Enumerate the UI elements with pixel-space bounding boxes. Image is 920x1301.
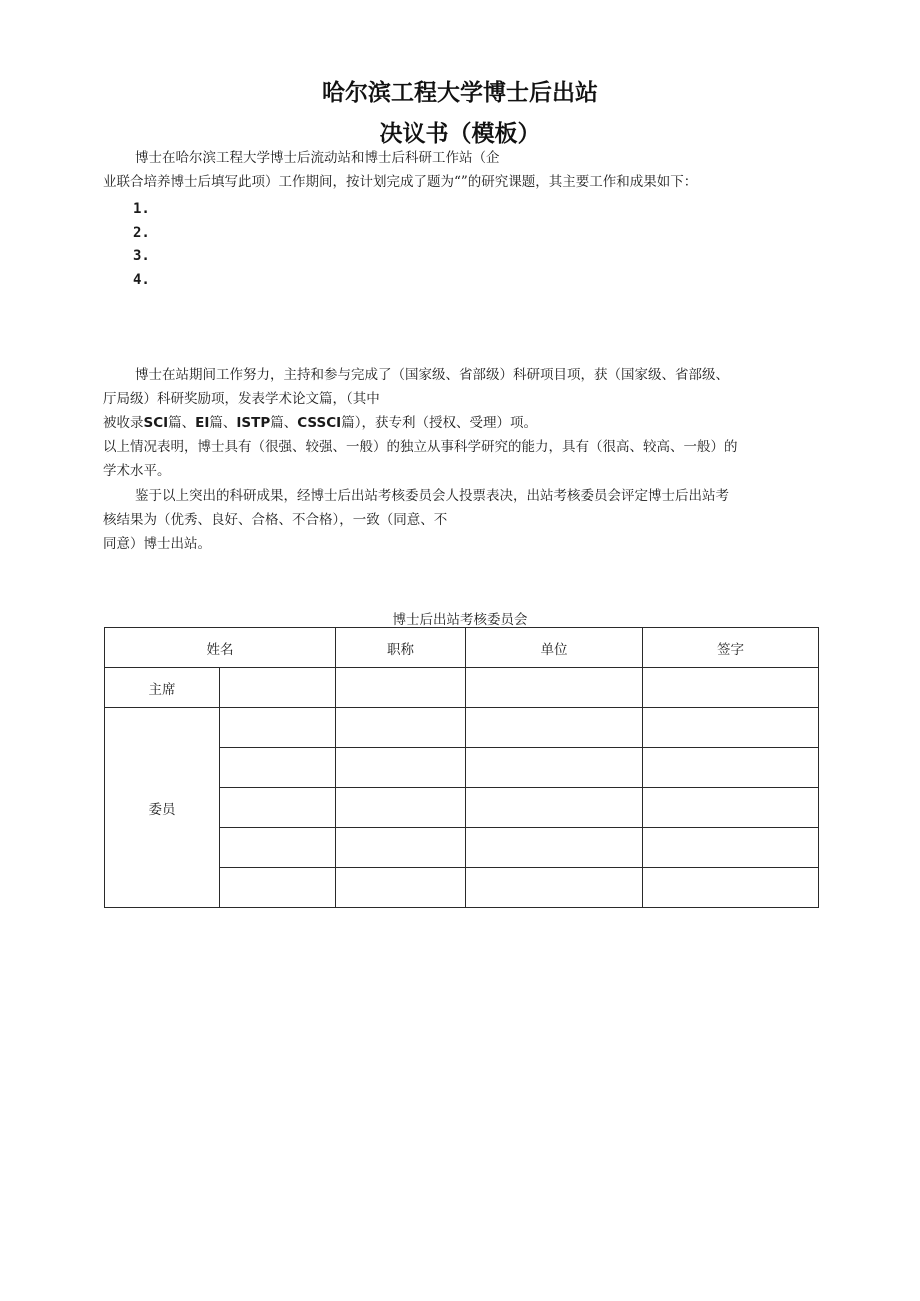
header-unit: 单位 <box>466 628 643 668</box>
istp-label: ISTP <box>236 415 271 431</box>
document-title-line1: 哈尔滨工程大学博士后出站 <box>322 80 598 106</box>
result-item-4: 4. <box>133 272 150 288</box>
sci-label: SCI <box>143 415 169 431</box>
member-title-cell[interactable] <box>336 868 466 908</box>
chair-signature-cell[interactable] <box>643 668 819 708</box>
member-name-cell[interactable] <box>220 868 336 908</box>
chair-label: 主席 <box>105 668 220 708</box>
member-name-cell[interactable] <box>220 828 336 868</box>
indexed-sep-2: 篇、 <box>209 415 237 431</box>
result-item-2: 2. <box>133 225 150 241</box>
committee-table <box>104 627 819 908</box>
header-signature: 签字 <box>643 628 819 668</box>
header-name: 姓名 <box>105 628 336 668</box>
member-unit-cell[interactable] <box>466 708 643 748</box>
achievement-line3 <box>103 411 828 435</box>
indexed-suffix: 篇），获专利（授权、受理）项。 <box>341 415 537 431</box>
table-row-member-1 <box>105 708 819 748</box>
ei-label: EI <box>195 415 210 431</box>
decision-line2: 核结果为（优秀、良好、合格、不合格），一致（同意、不 <box>103 512 448 528</box>
decision-line3: 同意）博士出站。 <box>103 536 211 552</box>
result-item-1: 1. <box>133 201 150 217</box>
chair-name-cell[interactable] <box>220 668 336 708</box>
member-unit-cell[interactable] <box>466 828 643 868</box>
header-title: 职称 <box>336 628 466 668</box>
member-signature-cell[interactable] <box>643 868 819 908</box>
table-row-chair <box>105 668 819 708</box>
intro-line1: 博士在哈尔滨工程大学博士后流动站和博士后科研工作站（企 <box>135 150 500 166</box>
member-name-cell[interactable] <box>220 748 336 788</box>
member-label: 委员 <box>105 708 220 908</box>
achievement-line2: 厅局级）科研奖励项，发表学术论文篇，（其中 <box>103 391 380 407</box>
cssci-label: CSSCI <box>297 415 342 431</box>
member-title-cell[interactable] <box>336 748 466 788</box>
member-signature-cell[interactable] <box>643 708 819 748</box>
member-unit-cell[interactable] <box>466 748 643 788</box>
indexed-prefix: 被收录 <box>103 415 144 431</box>
member-title-cell[interactable] <box>336 788 466 828</box>
member-unit-cell[interactable] <box>466 788 643 828</box>
result-item-3: 3. <box>133 248 150 264</box>
achievement-line1: 博士在站期间工作努力，主持和参与完成了（国家级、省部级）科研项目项，获（国家级、省部级、 <box>135 367 729 383</box>
document-title-line2: 决议书（模板） <box>379 121 541 147</box>
member-unit-cell[interactable] <box>466 868 643 908</box>
chair-title-cell[interactable] <box>336 668 466 708</box>
member-name-cell[interactable] <box>220 708 336 748</box>
member-signature-cell[interactable] <box>643 748 819 788</box>
committee-table-caption: 博士后出站考核委员会 <box>392 612 528 628</box>
ability-line2: 学术水平。 <box>103 463 171 479</box>
member-name-cell[interactable] <box>220 788 336 828</box>
decision-line1: 鉴于以上突出的科研成果，经博士后出站考核委员会人投票表决，出站考核委员会评定博士后出站考 <box>135 488 729 504</box>
chair-unit-cell[interactable] <box>466 668 643 708</box>
indexed-sep-1: 篇、 <box>168 415 196 431</box>
member-title-cell[interactable] <box>336 828 466 868</box>
ability-line1: 以上情况表明，博士具有（很强、较强、一般）的独立从事科学研究的能力，具有（很高、较高、一般）的 <box>103 439 738 455</box>
member-signature-cell[interactable] <box>643 828 819 868</box>
indexed-sep-3: 篇、 <box>270 415 298 431</box>
table-header-row <box>105 628 819 668</box>
member-title-cell[interactable] <box>336 708 466 748</box>
intro-line2: 业联合培养博士后填写此项）工作期间，按计划完成了题为“”的研究课题，其主要工作和成果如下： <box>103 174 698 190</box>
member-signature-cell[interactable] <box>643 788 819 828</box>
